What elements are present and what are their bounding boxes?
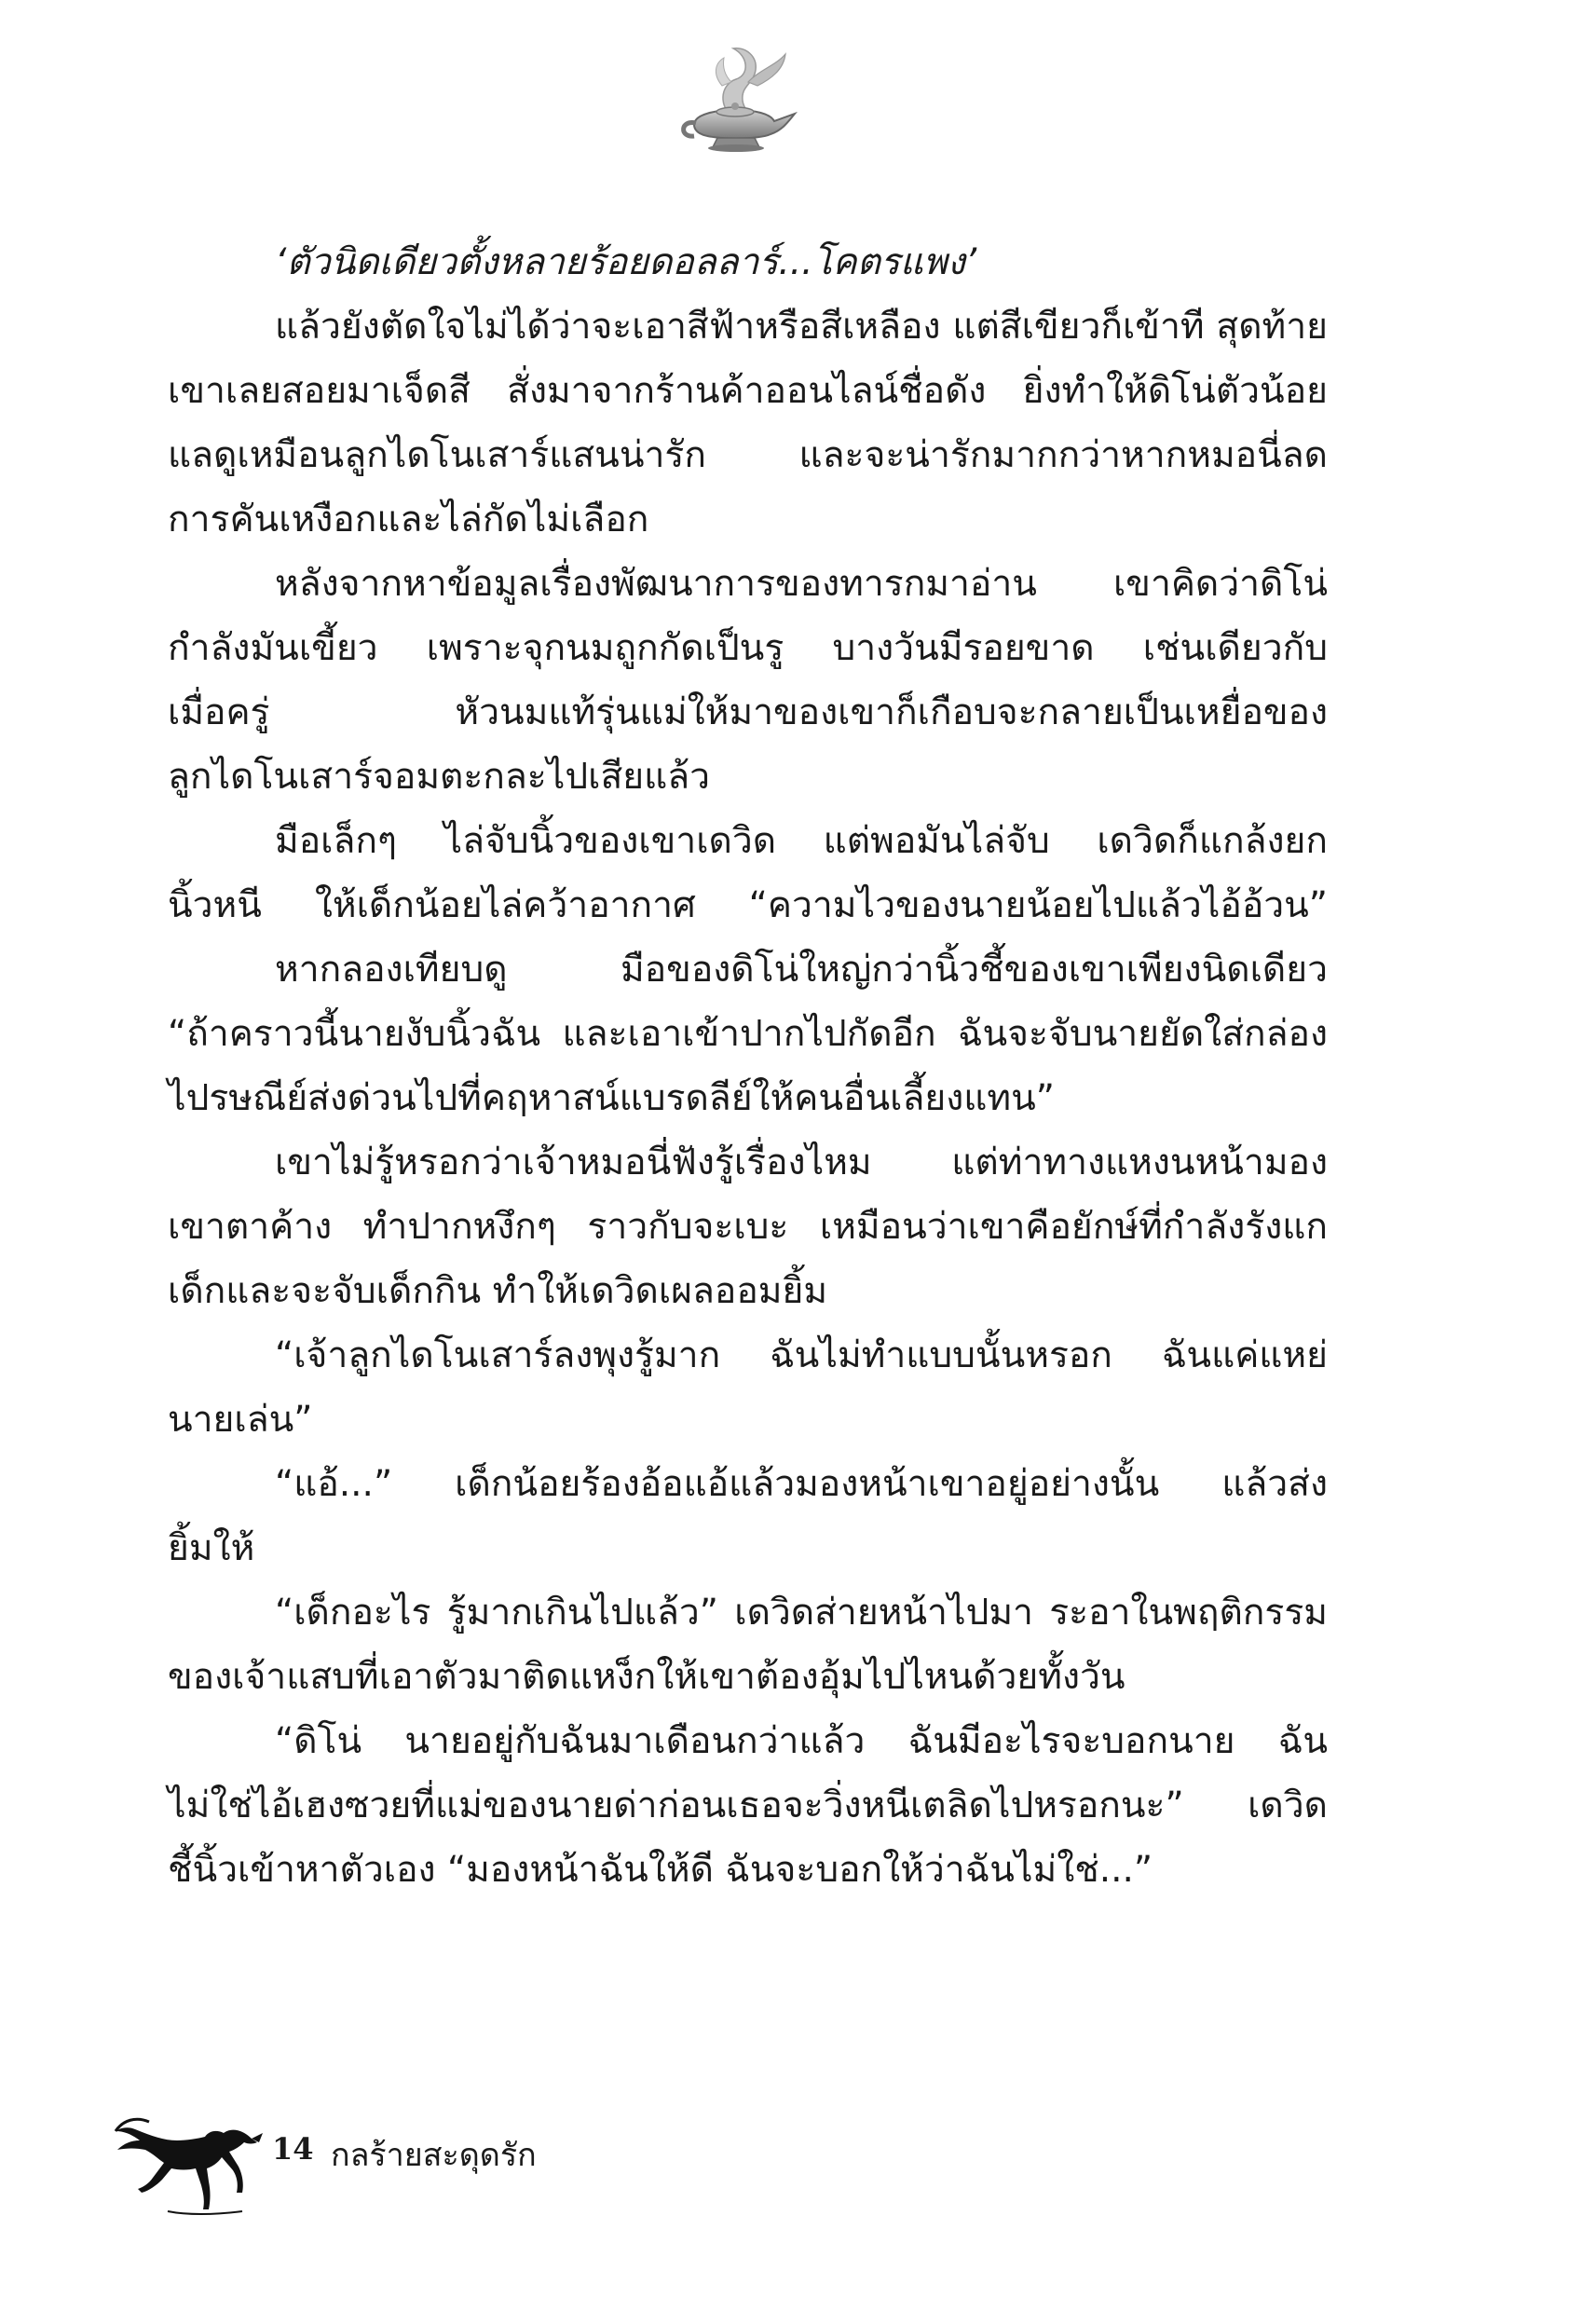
text-line: มือเล็กๆ ไล่จับนิ้วของเขาเดวิด แต่พอมันไล่จับ เดวิดก็แกล้งยก: [275, 820, 1328, 862]
text-line: “แอ้...” เด็กน้อยร้องอ้อแอ้แล้วมองหน้าเขาอยู่อย่างนั้น แล้วส่ง: [275, 1463, 1328, 1505]
text-line: ชี้นิ้วเข้าหาตัวเอง “มองหน้าฉันให้ดี ฉันจะบอกให้ว่าฉันไม่ใช่...”: [168, 1849, 1153, 1891]
page-footer: [112, 2101, 671, 2222]
page-number: 14: [272, 2131, 314, 2167]
text-line: “ถ้าคราวนี้นายงับนิ้วฉัน และเอาเข้าปากไปกัดอีก ฉันจะจับนายยัดใส่กล่อง: [168, 1013, 1328, 1055]
text-line: เด็กและจะจับเด็กกิน ทำให้เดวิดเผลออมยิ้ม: [168, 1270, 828, 1312]
body-text: [168, 230, 1328, 1902]
text-line: เมื่อครู่ หัวนมแท้รุ่นแม่ให้มาของเขาก็เกือบจะกลายเป็นเหยื่อของ: [168, 691, 1328, 733]
text-line: “เจ้าลูกไดโนเสาร์ลงพุงรู้มาก ฉันไม่ทำแบบนั้นหรอก ฉันแค่แหย่: [275, 1334, 1328, 1376]
text-line: การคันเหงือกและไล่กัดไม่เลือก: [168, 499, 649, 540]
text-line: ของเจ้าแสบที่เอาตัวมาติดแหง็กให้เขาต้องอุ้มไปไหนด้วยทั้งวัน: [168, 1656, 1125, 1698]
text-line: ไปรษณีย์ส่งด่วนไปที่คฤหาสน์แบรดลีย์ให้คนอื่นเลี้ยงแทน”: [168, 1077, 1055, 1119]
text-line: เขาไม่รู้หรอกว่าเจ้าหมอนี่ฟังรู้เรื่องไหม แต่ท่าทางแหงนหน้ามอง: [275, 1142, 1328, 1183]
text-line: นายเล่น”: [168, 1399, 313, 1441]
text-line: ไม่ใช่ไอ้เฮงซวยที่แม่ของนายด่าก่อนเธอจะวิ่งหนีเตลิดไปหรอกนะ” เดวิด: [168, 1785, 1328, 1826]
genie-lamp-icon: [666, 28, 806, 168]
text-line: ‘ตัวนิดเดียวตั้งหลายร้อยดอลลาร์...โคตรแพง’: [275, 241, 977, 283]
text-line: หากลองเทียบดู มือของดิโน่ใหญ่กว่านิ้วชี้ของเขาเพียงนิดเดียว: [275, 949, 1328, 991]
text-line: นิ้วหนี ให้เด็กน้อยไล่คว้าอากาศ “ความไวของนายน้อยไปแล้วไอ้อ้วน”: [168, 884, 1328, 926]
text-line: หลังจากหาข้อมูลเรื่องพัฒนาการของทารกมาอ่าน เขาคิดว่าดิโน่: [275, 563, 1328, 605]
text-line: ยิ้มให้: [168, 1527, 255, 1569]
text-line: “ดิโน่ นายอยู่กับฉันมาเดือนกว่าแล้ว ฉันมีอะไรจะบอกนาย ฉัน: [275, 1720, 1328, 1762]
text-line: เขาตาค้าง ทำปากหงึกๆ ราวกับจะเบะ เหมือนว่าเขาคือยักษ์ที่กำลังรังแก: [168, 1206, 1328, 1248]
text-line: แล้วยังตัดใจไม่ได้ว่าจะเอาสีฟ้าหรือสีเหลือง แต่สีเขียวก็เข้าที สุดท้าย: [275, 306, 1328, 348]
text-line: “เด็กอะไร รู้มากเกินไปแล้ว” เดวิดส่ายหน้าไปมา ระอาในพฤติกรรม: [275, 1592, 1328, 1634]
text-line: เขาเลยสอยมาเจ็ดสี สั่งมาจากร้านค้าออนไลน์ชื่อดัง ยิ่งทำให้ดิโน่ตัวน้อย: [168, 370, 1328, 412]
text-line: แลดูเหมือนลูกไดโนเสาร์แสนน่ารัก และจะน่ารักมากกว่าหากหมอนี่ลด: [168, 434, 1328, 476]
running-horse-icon: [112, 2101, 270, 2222]
text-line: กำลังมันเขี้ยว เพราะจุกนมถูกกัดเป็นรู บางวันมีรอยขาด เช่นเดียวกับ: [168, 627, 1328, 669]
book-title: กลร้ายสะดุดรัก: [331, 2137, 537, 2174]
text-line: ลูกไดโนเสาร์จอมตะกละไปเสียแล้ว: [168, 756, 711, 798]
